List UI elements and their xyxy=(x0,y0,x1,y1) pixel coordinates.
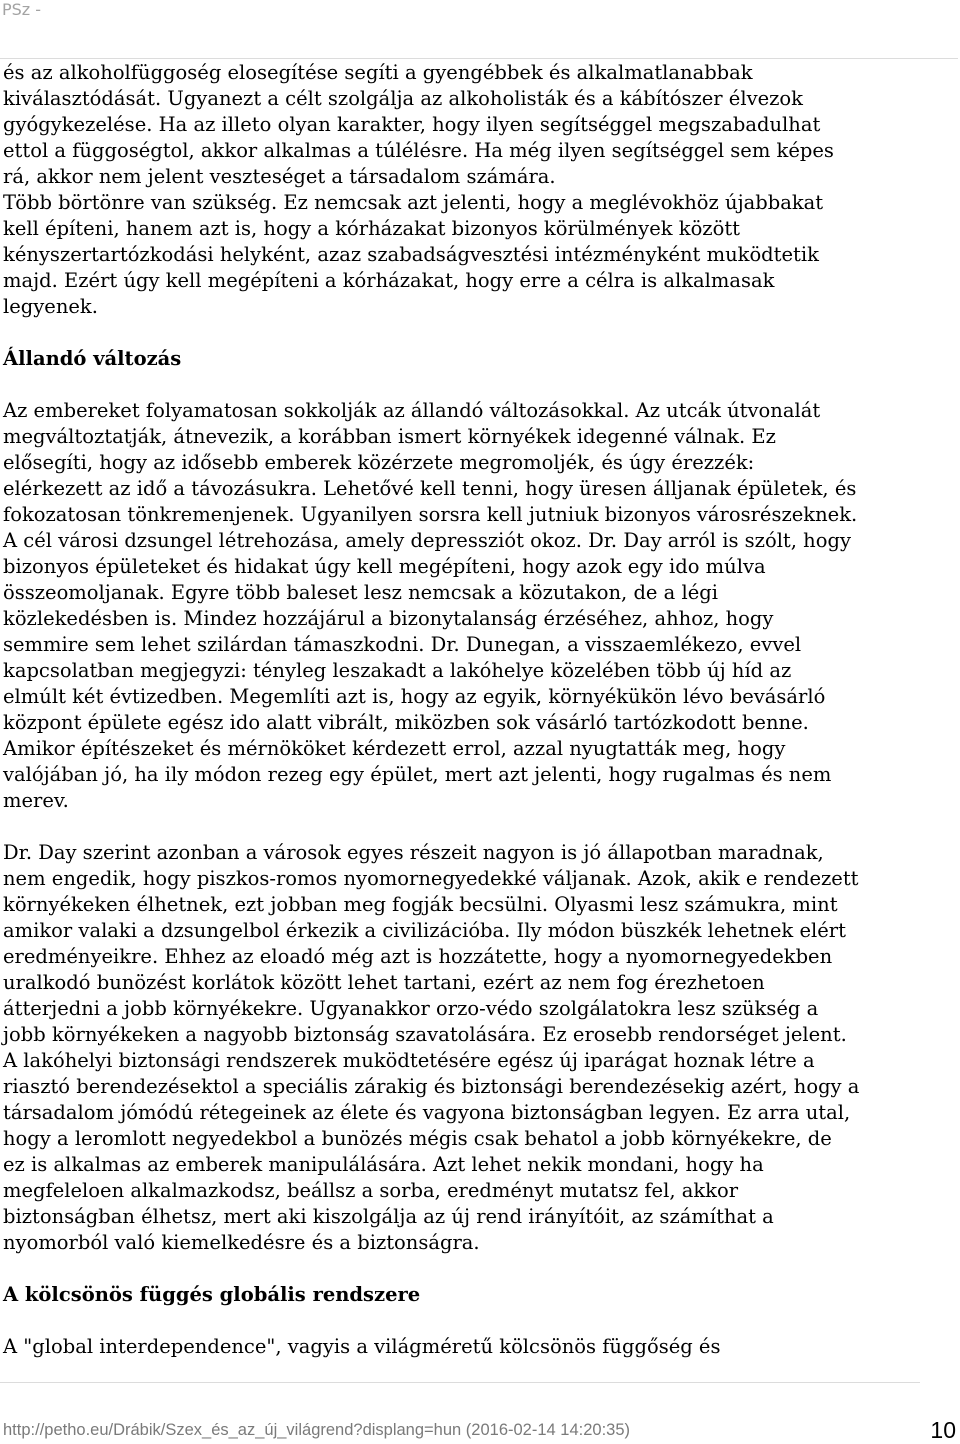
text-line: nem engedik, hogy piszkos-romos nyomornegyedekké váljanak. Azok, akik e rendezett xyxy=(3,867,859,890)
text-line: Több börtönre van szükség. Ez nemcsak azt jelenti, hogy a meglévokhöz újabbakat xyxy=(3,191,824,214)
text-line: Dr. Day szerint azonban a városok egyes részeit nagyon is jó állapotban maradnak, xyxy=(3,841,824,864)
text-line: összeomoljanak. Egyre több baleset lesz nemcsak a közutakon, de a légi xyxy=(3,581,718,604)
text-line: hogy a leromlott negyedekbol a bunözés mégis csak behatol a jobb környékekre, de xyxy=(3,1127,832,1150)
text-line: kiválasztódását. Ugyanezt a célt szolgálja az alkoholisták és a kábítószer élvezok xyxy=(3,87,803,110)
text-line: elősegíti, hogy az idősebb emberek közérzete megromoljék, és úgy érezzék: xyxy=(3,451,755,474)
article-body xyxy=(3,60,955,1386)
text-line: ettol a függoségtol, akkor alkalmas a túlélésre. Ha még ilyen segítséggel sem képes xyxy=(3,139,834,162)
text-line: kell építeni, hanem azt is, hogy a kórházakat bizonyos körülmények között xyxy=(3,217,740,240)
text-line: rá, akkor nem jelent veszteséget a társadalom számára. xyxy=(3,165,556,188)
paragraph xyxy=(3,60,955,320)
text-line: nyomorból való kiemelkedésre és a biztonságra. xyxy=(3,1231,480,1254)
text-line: társadalom jómódú rétegeinek az élete és vagyona biztonságban legyen. Ez arra utal, xyxy=(3,1101,851,1124)
running-header: PSz - xyxy=(2,0,42,19)
text-line: elérkezett az idő a távozásukra. Lehetővé kell tenni, hogy üresen álljanak épületek, és xyxy=(3,477,857,500)
text-line: megváltoztatják, átnevezik, a korábban ismert környékek idegenné válnak. Ez xyxy=(3,425,776,448)
page-number: 10 xyxy=(930,1417,956,1443)
text-line: Amikor építészeket és mérnököket kérdezett errol, azzal nyugtatták meg, hogy xyxy=(3,737,786,760)
text-line: Az embereket folyamatosan sokkolják az állandó változásokkal. Az utcák útvonalát xyxy=(3,399,821,422)
text-line: legyenek. xyxy=(3,295,98,318)
header-divider xyxy=(0,58,958,59)
text-line: merev. xyxy=(3,789,69,812)
text-line: és az alkoholfüggoség elosegítése segíti a gyengébbek és alkalmatlanabbak xyxy=(3,61,753,84)
section-heading: Állandó változás xyxy=(3,347,182,370)
text-line: megfeleloen alkalmazkodsz, beállsz a sorba, eredményt mutatsz fel, akkor xyxy=(3,1179,739,1202)
section-heading: A kölcsönös függés globális rendszere xyxy=(3,1283,421,1306)
text-line: fokozatosan tönkremenjenek. Ugyanilyen sorsra kell jutniuk bizonyos városrészeknek. xyxy=(3,503,858,526)
text-line: riasztó berendezésektol a speciális zárakig és biztonsági berendezésekig azért, hogy a xyxy=(3,1075,860,1098)
page-footer xyxy=(3,1420,630,1440)
print-timestamp: (2016-02-14 14:20:35) xyxy=(465,1421,630,1439)
text-line: uralkodó bunözést korlátok között lehet tartani, ezért az nem fog érezhetoen xyxy=(3,971,765,994)
paragraph xyxy=(3,840,955,1256)
text-line: elmúlt két évtizedben. Megemlíti azt is, hogy az egyik, környékükön lévo bevásárló xyxy=(3,685,826,708)
text-line: központ épülete egész ido alatt vibrált, miközben sok vásárló tartózkodott benne. xyxy=(3,711,809,734)
text-line: gyógykezelése. Ha az illeto olyan karakter, hogy ilyen segítséggel megszabadulhat xyxy=(3,113,821,136)
text-line: A "global interdependence", vagyis a világméretű kölcsönös függőség és xyxy=(3,1335,721,1358)
text-line: jobb környékeken a nagyobb biztonság szavatolására. Ez erosebb rendorséget jelent. xyxy=(3,1023,847,1046)
text-line: ez is alkalmas az emberek manipulálására. Azt lehet nekik mondani, hogy ha xyxy=(3,1153,764,1176)
text-line: semmire sem lehet szilárdan támaszkodni. Dr. Dunegan, a visszaemlékezo, evvel xyxy=(3,633,802,656)
text-line: környékeken élhetnek, ezt jobban meg fogják becsülni. Olyasmi lesz számukra, mint xyxy=(3,893,838,916)
text-line: átterjedni a jobb környékekre. Ugyanakkor orzo-védo szolgálatokra lesz szükség a xyxy=(3,997,819,1020)
text-line: közlekedésben is. Mindez hozzájárul a bizonytalanság érzéséhez, ahhoz, hogy xyxy=(3,607,774,630)
text-line: A lakóhelyi biztonsági rendszerek muködtetésére egész új iparágat hoznak létre a xyxy=(3,1049,815,1072)
text-line: kapcsolatban megjegyzi: tényleg leszakadt a lakóhelye közelében több új híd az xyxy=(3,659,792,682)
source-url: http://petho.eu/Drábik/Szex_és_az_új_világrend?displang=hun xyxy=(3,1421,462,1439)
text-line: biztonságban élhetsz, mert aki kiszolgálja az új rend irányítóit, az számíthat a xyxy=(3,1205,774,1228)
paragraph xyxy=(3,398,955,814)
text-line: bizonyos épületeket és hidakat úgy kell megépíteni, hogy azok egy ido múlva xyxy=(3,555,766,578)
text-line: amikor valaki a dzsungelbol érkezik a civilizációba. Ily módon büszkék lehetnek elért xyxy=(3,919,846,942)
text-line: majd. Ezért úgy kell megépíteni a kórházakat, hogy erre a célra is alkalmasak xyxy=(3,269,775,292)
text-line: valójában jó, ha ily módon rezeg egy épület, mert azt jelenti, hogy rugalmas és nem xyxy=(3,763,832,786)
text-line: eredményeikre. Ehhez az eloadó még azt is hozzátette, hogy a nyomornegyedekben xyxy=(3,945,833,968)
footer-divider xyxy=(0,1382,920,1383)
paragraph xyxy=(3,1334,955,1360)
text-line: kényszertartózkodási helyként, azaz szabadságvesztési intézményként muködtetik xyxy=(3,243,819,266)
text-line: A cél városi dzsungel létrehozása, amely depressziót okoz. Dr. Day arról is szólt, hogy xyxy=(3,529,851,552)
